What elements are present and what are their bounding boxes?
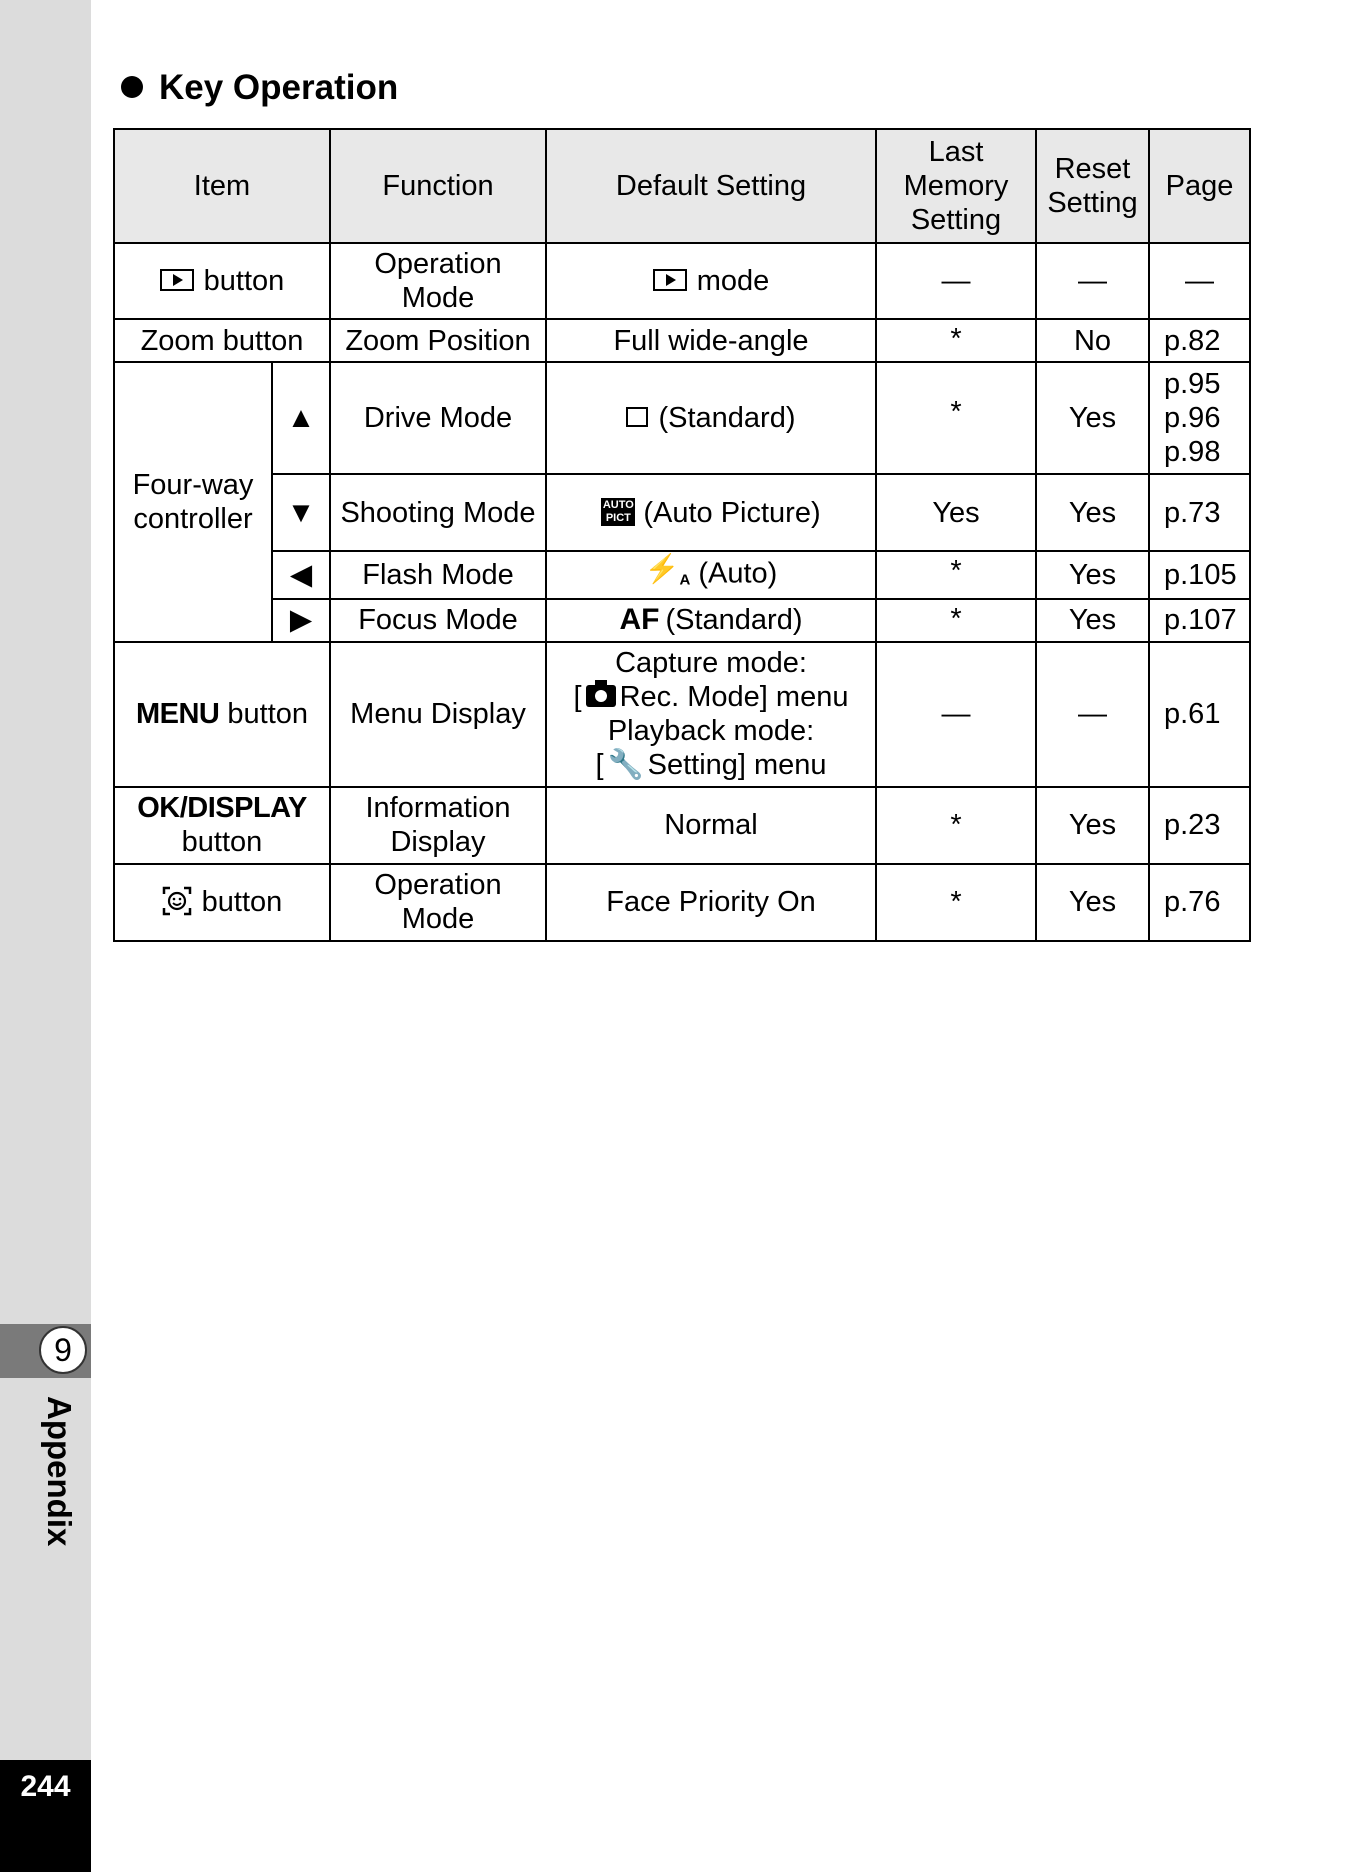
page-list: p.95 p.96 p.98 <box>1164 368 1221 468</box>
table-row <box>114 243 1250 319</box>
table-row <box>114 642 1250 787</box>
default-line-text: Rec. Mode] menu <box>619 681 849 714</box>
face-icon <box>162 886 192 916</box>
cell-function: Drive Mode <box>330 362 546 474</box>
cell-last-memory: Yes <box>876 474 1036 551</box>
cell-default <box>546 243 876 319</box>
cell-reset: — <box>1036 642 1149 787</box>
key-operation-table <box>113 128 1251 942</box>
cell-page: p.61 <box>1149 642 1250 787</box>
cell-page: p.82 <box>1149 319 1250 362</box>
cell-default: Full wide-angle <box>546 319 876 362</box>
default-text: (Standard) <box>658 402 796 434</box>
cell-default: Face Priority On <box>546 864 876 941</box>
bullet-icon <box>121 76 143 98</box>
table-row <box>114 551 1250 599</box>
cell-item <box>114 243 330 319</box>
cell-item-four-way: Four-way controller <box>114 362 272 642</box>
cell-default <box>546 551 876 599</box>
cell-page: p.23 <box>1149 787 1250 864</box>
item-text: button <box>181 826 263 859</box>
cell-reset: — <box>1036 243 1149 319</box>
item-text: button <box>203 265 285 297</box>
cell-page: — <box>1149 243 1250 319</box>
standard-frame-icon <box>626 407 648 427</box>
table-header-row <box>114 129 1250 243</box>
cell-function: Shooting Mode <box>330 474 546 551</box>
item-text: button <box>201 886 283 919</box>
cell-default: Normal <box>546 787 876 864</box>
cell-last-memory: * <box>876 551 1036 599</box>
cell-item: Zoom button <box>114 319 330 362</box>
header-reset-setting: Reset Setting <box>1036 129 1149 243</box>
cell-item <box>114 864 330 941</box>
cell-last-memory: * <box>876 362 1036 474</box>
cell-page <box>1149 362 1250 474</box>
camera-icon <box>586 685 616 707</box>
cell-reset: No <box>1036 319 1149 362</box>
section-heading <box>121 68 398 108</box>
af-icon: AF <box>619 603 660 637</box>
default-text: mode <box>696 265 770 297</box>
table-row <box>114 864 1250 941</box>
header-item: Item <box>114 129 330 243</box>
cell-last-memory: * <box>876 787 1036 864</box>
header-last-memory: Last Memory Setting <box>876 129 1036 243</box>
cell-reset: Yes <box>1036 599 1149 642</box>
table-row <box>114 474 1250 551</box>
table-row <box>114 599 1250 642</box>
flash-sub: A <box>679 571 691 589</box>
cell-direction: ▶ <box>272 599 330 642</box>
cell-default <box>546 642 876 787</box>
table-row <box>114 787 1250 864</box>
wrench-icon: 🔧 <box>607 749 644 782</box>
cell-reset: Yes <box>1036 474 1149 551</box>
table-row <box>114 319 1250 362</box>
chapter-label: Appendix <box>41 1396 78 1547</box>
default-line: Playback mode: <box>607 715 815 748</box>
flash-auto-icon <box>645 552 691 598</box>
cell-direction: ◀ <box>272 551 330 599</box>
default-text: (Auto) <box>698 557 778 590</box>
cell-page: p.73 <box>1149 474 1250 551</box>
playback-icon <box>160 269 194 291</box>
cell-last-memory: * <box>876 864 1036 941</box>
cell-function: Information Display <box>330 787 546 864</box>
menu-label: MENU <box>135 698 220 731</box>
cell-reset: Yes <box>1036 551 1149 599</box>
ok-display-label: OK/DISPLAY <box>137 792 307 825</box>
page-number: 244 <box>20 1770 71 1803</box>
cell-function: Operation Mode <box>330 243 546 319</box>
flash-glyph: ⚡ <box>644 553 680 584</box>
cell-item <box>114 642 330 787</box>
cell-function: Flash Mode <box>330 551 546 599</box>
playback-icon <box>653 269 687 291</box>
cell-page: p.76 <box>1149 864 1250 941</box>
chapter-number: 9 <box>39 1326 87 1374</box>
cell-page: p.107 <box>1149 599 1250 642</box>
default-line <box>551 748 871 782</box>
table-row <box>114 362 1250 474</box>
cell-function: Focus Mode <box>330 599 546 642</box>
header-function: Function <box>330 129 546 243</box>
cell-direction: ▲ <box>272 362 330 474</box>
default-line: Capture mode: <box>615 647 807 680</box>
default-line-text: Setting] menu <box>647 749 827 782</box>
section-heading-text: Key Operation <box>159 68 399 107</box>
cell-default <box>546 362 876 474</box>
cell-last-memory: * <box>876 599 1036 642</box>
cell-item <box>114 787 330 864</box>
cell-reset: Yes <box>1036 787 1149 864</box>
cell-function: Menu Display <box>330 642 546 787</box>
default-text: (Standard) <box>665 604 803 637</box>
cell-default <box>546 599 876 642</box>
cell-default <box>546 474 876 551</box>
default-text: (Auto Picture) <box>643 496 821 529</box>
cell-last-memory: — <box>876 243 1036 319</box>
side-margin-strip <box>0 0 91 1872</box>
cell-function: Operation Mode <box>330 864 546 941</box>
cell-reset: Yes <box>1036 864 1149 941</box>
header-page: Page <box>1149 129 1250 243</box>
header-default-setting: Default Setting <box>546 129 876 243</box>
item-text: button <box>227 698 309 731</box>
cell-reset: Yes <box>1036 362 1149 474</box>
cell-direction: ▼ <box>272 474 330 551</box>
default-line <box>551 680 871 714</box>
auto-picture-icon: AUTO PICT <box>602 498 634 524</box>
bracket: [ <box>573 681 582 714</box>
cell-last-memory: * <box>876 319 1036 362</box>
cell-page: p.105 <box>1149 551 1250 599</box>
cell-function: Zoom Position <box>330 319 546 362</box>
cell-last-memory: — <box>876 642 1036 787</box>
bracket: [ <box>595 749 604 782</box>
